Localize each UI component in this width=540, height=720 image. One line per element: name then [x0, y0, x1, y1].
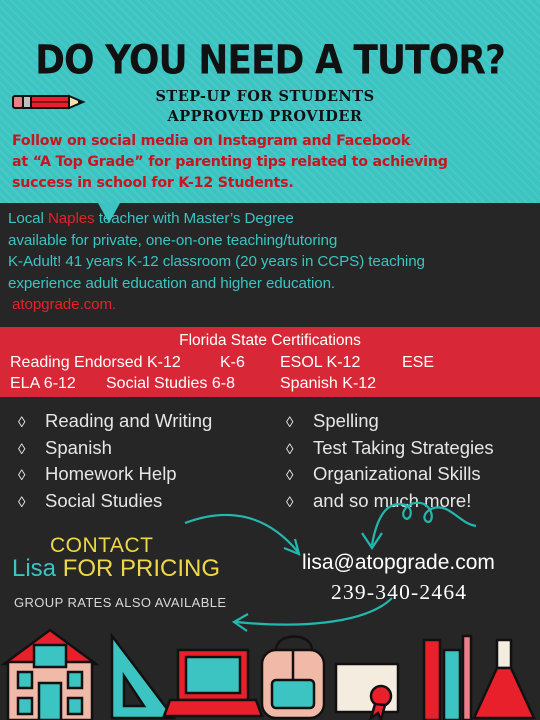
email-link[interactable]: lisa@atopgrade.com — [302, 551, 495, 574]
city-name: Naples — [47, 210, 95, 227]
list-item: ◊ Reading and Writing — [18, 409, 212, 436]
list-item: ◊ Test Taking Strategies — [286, 436, 494, 463]
group-rates-text: GROUP RATES ALSO AVAILABLE — [14, 595, 227, 610]
list-item: ◊ Organizational Skills — [286, 462, 494, 489]
cert-reading: Reading Endorsed K-12 — [10, 354, 181, 371]
diamond-icon: ◊ — [18, 493, 26, 511]
website-link[interactable]: atopgrade.com. — [12, 296, 117, 313]
triangle-ruler-icon — [112, 636, 174, 718]
about-line: available for private, one-on-one teaching/tutoring — [8, 231, 338, 249]
diploma-icon — [336, 664, 398, 720]
social-line: success in school for K-12 Students. — [12, 175, 294, 191]
social-line: at “A Top Grade” for parenting tips related to achieving — [12, 154, 448, 170]
list-item: ◊ Homework Help — [18, 462, 212, 489]
list-item: ◊ Spanish — [18, 436, 212, 463]
cert-ese: ESE — [402, 354, 435, 371]
cert-k6: K-6 — [220, 354, 245, 371]
cert-spanish: Spanish K-12 — [280, 375, 377, 392]
about-text-part: Local — [8, 210, 48, 227]
list-item: ◊ and so much more! — [286, 489, 494, 516]
diamond-icon: ◊ — [286, 414, 294, 431]
provider-line: APPROVED PROVIDER — [167, 108, 363, 125]
list-item: ◊ Spelling — [286, 409, 494, 436]
diamond-icon: ◊ — [286, 493, 294, 511]
social-line: Follow on social media on Instagram and Facebook — [12, 133, 411, 149]
about-text-part: teacher with Master’s Degree — [94, 210, 294, 227]
diamond-icon: ◊ — [18, 414, 26, 431]
diamond-icon: ◊ — [286, 440, 294, 458]
diamond-icon: ◊ — [286, 467, 294, 484]
school-building-icon — [4, 630, 96, 720]
laptop-icon — [164, 650, 262, 716]
cert-esol: ESOL K-12 — [280, 354, 361, 371]
contact-label: CONTACT — [50, 534, 154, 557]
pricing-label: Lisa FOR PRICING — [12, 555, 221, 582]
about-line: K-Adult! 41 years K-12 classroom (20 years in CCPS) teaching — [8, 253, 425, 270]
diamond-icon: ◊ — [18, 440, 26, 458]
phone-number[interactable]: 239-340-2464 — [331, 580, 468, 604]
stepup-line: STEP-UP FOR STUDENTS — [155, 88, 375, 105]
flask-icon — [474, 640, 534, 718]
headline: DO YOU NEED A TUTOR? — [35, 37, 505, 84]
list-item: ◊ Social Studies — [18, 489, 212, 516]
backpack-icon — [262, 637, 324, 719]
about-line: experience adult education and higher education. — [8, 274, 336, 292]
contact-name: Lisa — [12, 555, 57, 582]
cert-ela: ELA 6-12 — [10, 375, 76, 392]
books-icon — [424, 636, 471, 720]
cert-social-studies: Social Studies 6-8 — [106, 375, 235, 392]
diamond-icon: ◊ — [18, 467, 26, 484]
certifications-title: Florida State Certifications — [179, 332, 361, 349]
